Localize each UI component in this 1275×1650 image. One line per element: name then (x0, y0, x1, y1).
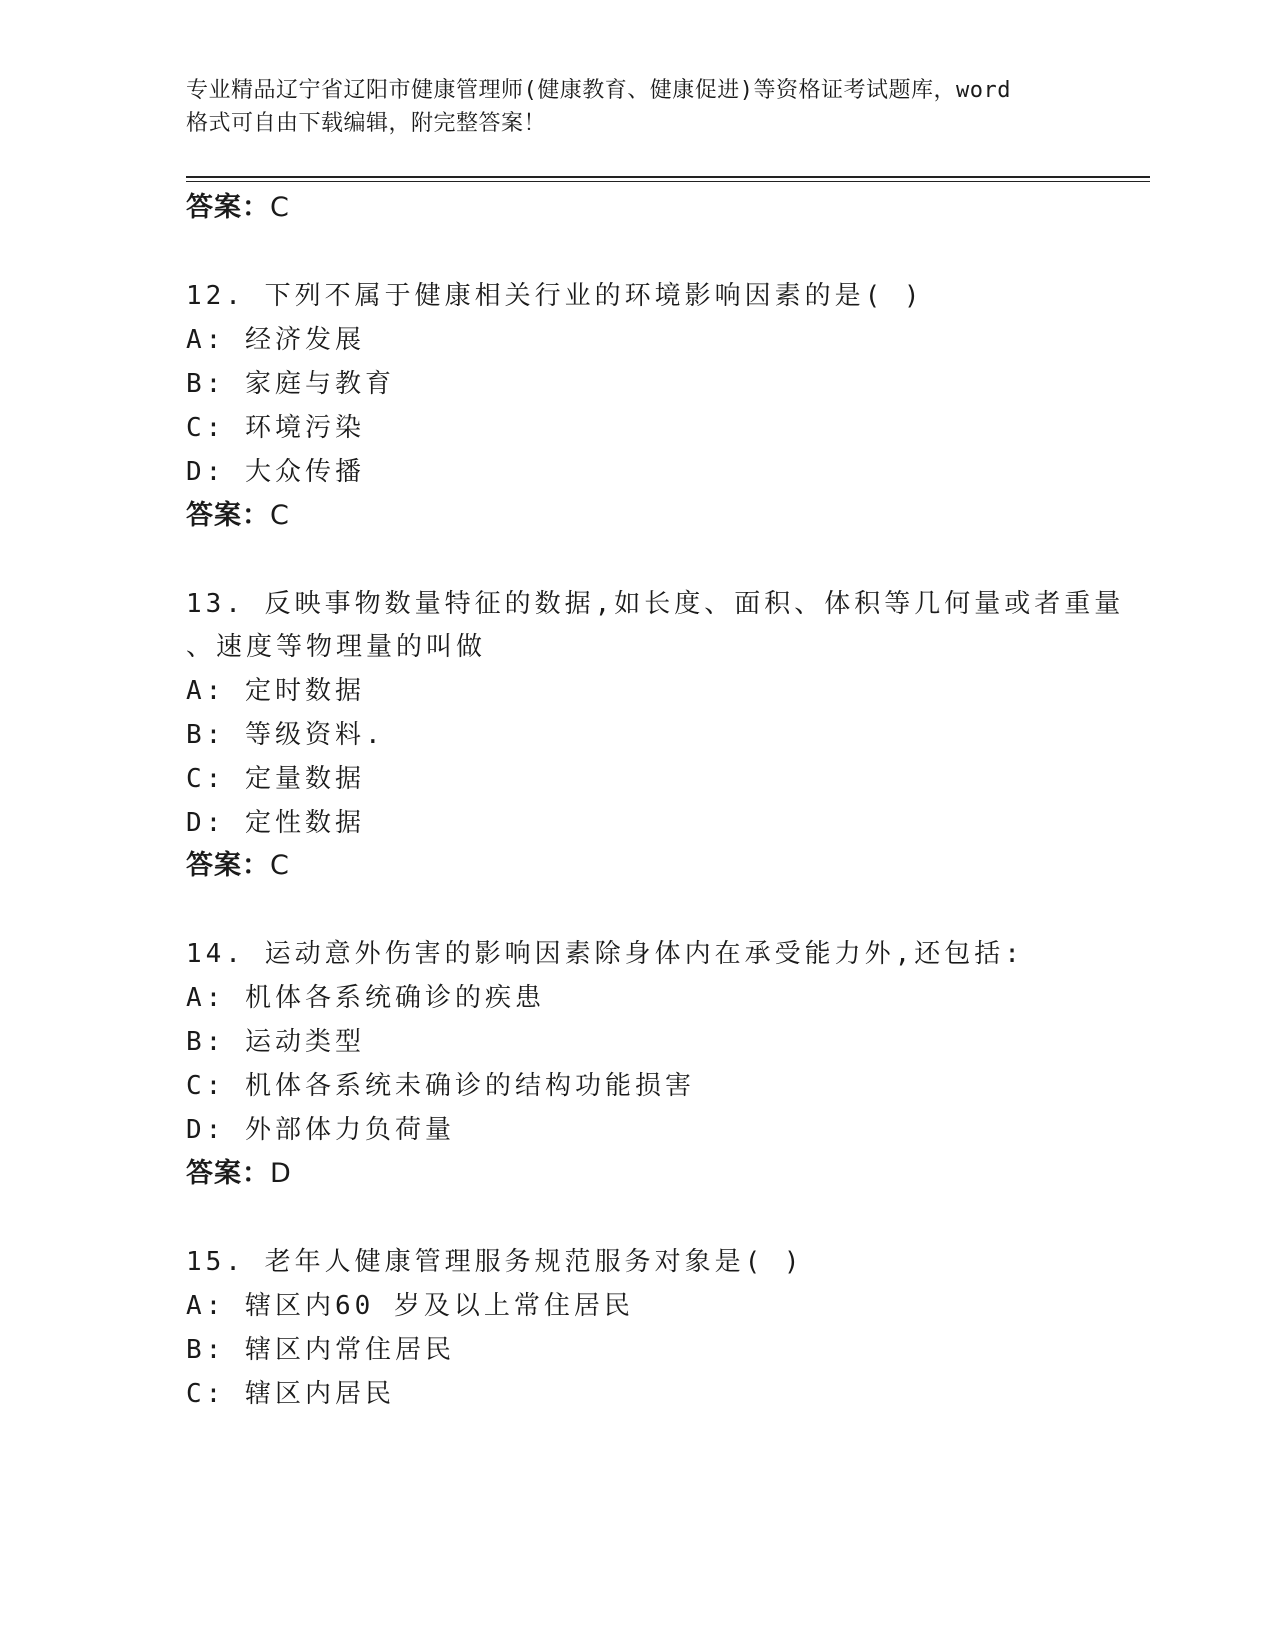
answer-label: 答案： (186, 850, 270, 881)
answer-value: D (270, 1158, 291, 1189)
question-13-stem-continued: 、速度等物理量的叫做 (186, 632, 487, 662)
question-12-stem: 12. 下列不属于健康相关行业的环境影响因素的是( ) (186, 281, 924, 311)
header-divider-thin (186, 181, 1150, 182)
question-13-stem: 13. 反映事物数量特征的数据,如长度、面积、体积等几何量或者重量 (186, 589, 1125, 619)
header-line-1: 专业精品辽宁省辽阳市健康管理师(健康教育、健康促进)等资格证考试题库，word (186, 78, 1011, 103)
header-line-2: 格式可自由下载编辑，附完整答案！ (186, 111, 547, 136)
question-14-option-b: B: 运动类型 (186, 1027, 365, 1057)
question-15-option-b: B: 辖区内常住居民 (186, 1335, 455, 1365)
question-15-option-a: A: 辖区内60 岁及以上常住居民 (186, 1291, 634, 1321)
header-divider-thick (186, 176, 1150, 178)
answer-value: C (270, 500, 289, 531)
question-13-option-a: A: 定时数据 (186, 676, 365, 706)
question-12-answer (186, 498, 289, 534)
question-12-option-d: D: 大众传播 (186, 457, 365, 487)
question-12-option-c: C: 环境污染 (186, 413, 365, 443)
question-13-option-c: C: 定量数据 (186, 764, 365, 794)
question-13-option-d: D: 定性数据 (186, 808, 365, 838)
answer-value: C (270, 192, 289, 223)
answer-label: 答案： (186, 192, 270, 223)
question-14-answer (186, 1156, 291, 1192)
answer-label: 答案： (186, 500, 270, 531)
document-header (186, 74, 1086, 140)
answer-line-prev (186, 190, 289, 226)
question-13-answer (186, 848, 289, 884)
question-12-option-b: B: 家庭与教育 (186, 369, 395, 399)
question-15-stem: 15. 老年人健康管理服务规范服务对象是( ) (186, 1247, 804, 1277)
question-14-option-c: C: 机体各系统未确诊的结构功能损害 (186, 1071, 695, 1101)
answer-value: C (270, 850, 289, 881)
question-14-option-a: A: 机体各系统确诊的疾患 (186, 983, 545, 1013)
answer-label: 答案： (186, 1158, 270, 1189)
question-13-option-b: B: 等级资料. (186, 720, 385, 750)
question-14-stem: 14. 运动意外伤害的影响因素除身体内在承受能力外,还包括: (186, 939, 1024, 969)
question-12-option-a: A: 经济发展 (186, 325, 365, 355)
question-15-option-c: C: 辖区内居民 (186, 1379, 395, 1409)
question-14-option-d: D: 外部体力负荷量 (186, 1115, 455, 1145)
